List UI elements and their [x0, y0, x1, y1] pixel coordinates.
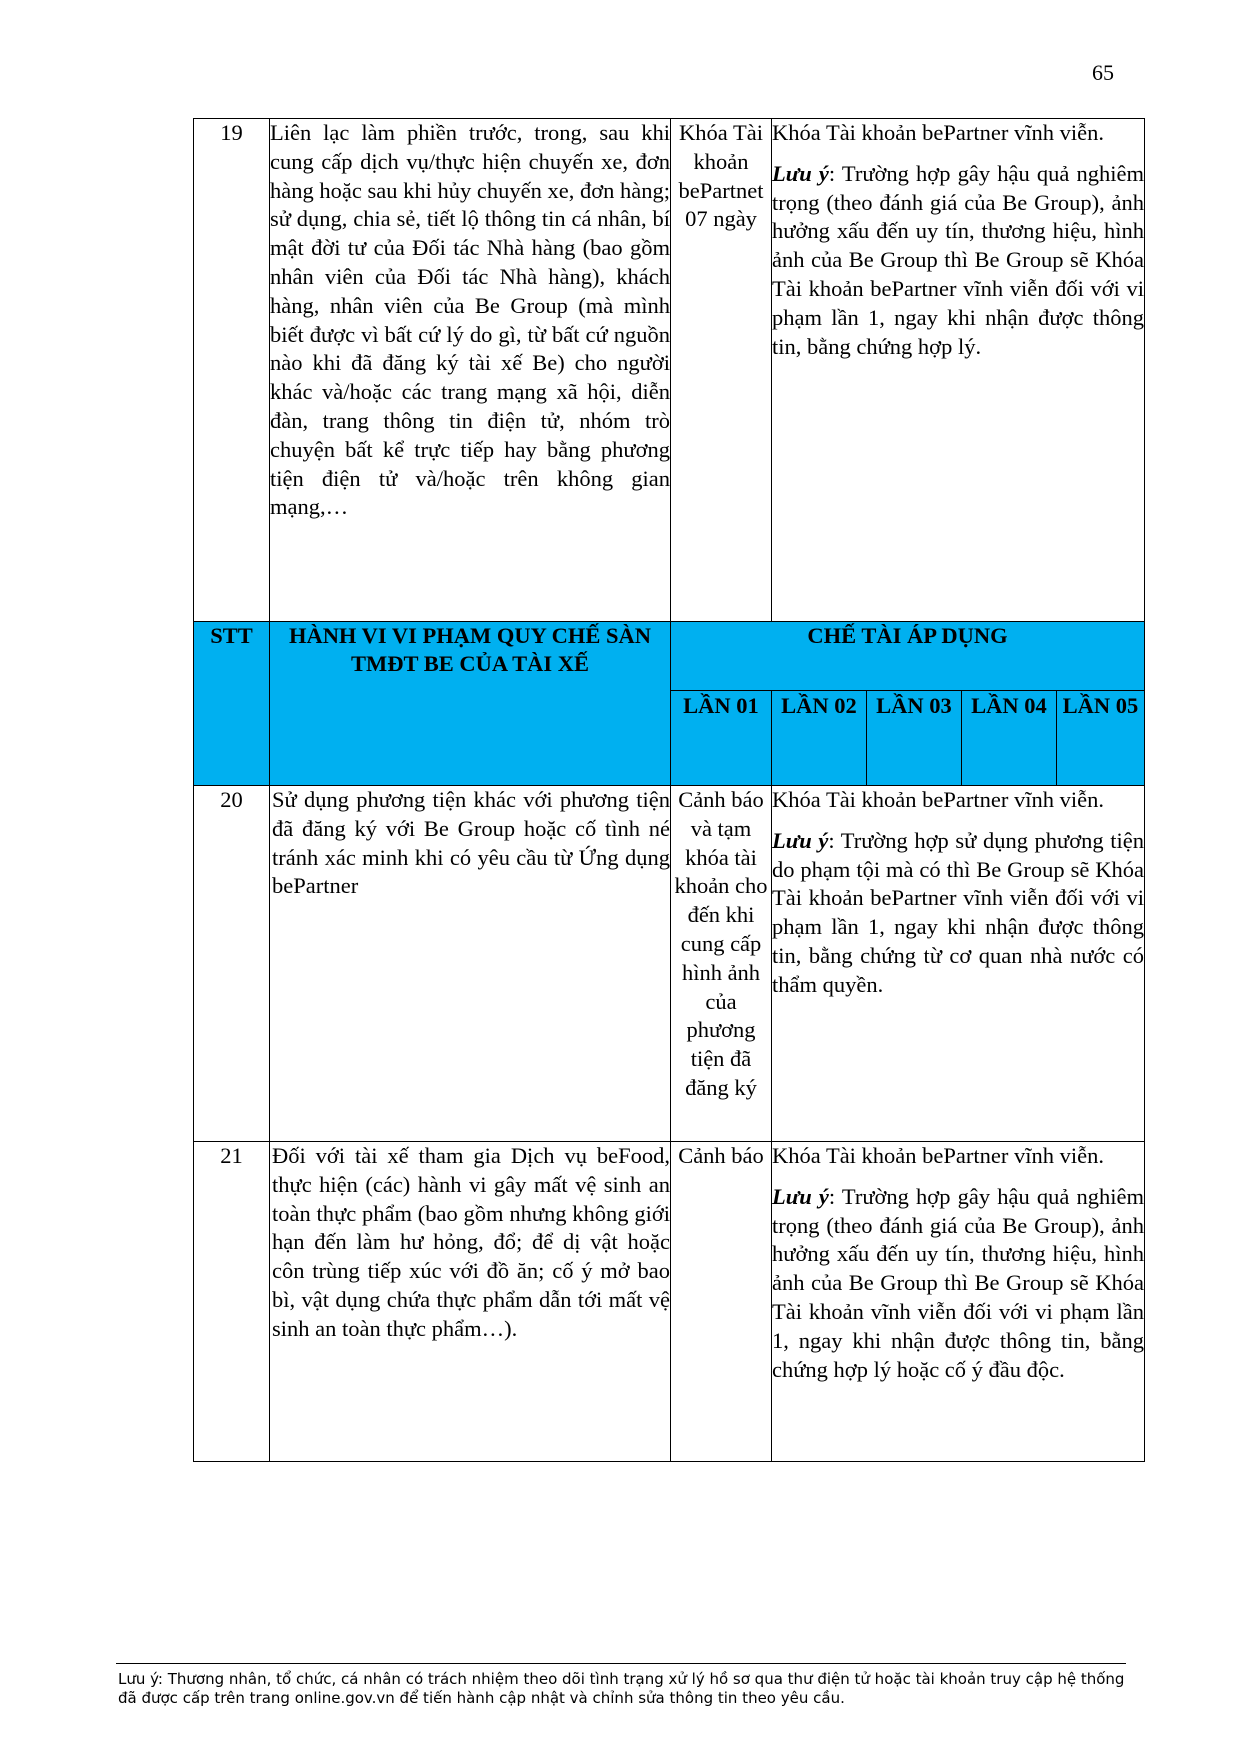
header-stt: STT [194, 622, 270, 786]
first-sanction: Cảnh báo [671, 1142, 772, 1462]
violations-table [193, 118, 1145, 1462]
repeat-sanction-text: Khóa Tài khoản bePartner vĩnh viễn. [772, 120, 1104, 145]
first-sanction: Cảnh báo và tạm khóa tài khoản cho đến khi cung cấp hình ảnh của phương tiện đã đăng ký [671, 786, 772, 1142]
violation-description: Liên lạc làm phiền trước, trong, sau khi cung cấp dịch vụ/thực hiện chuyến xe, đơn hàng hoặc sau khi hủy chuyến xe, đơn hàng; sử dụng, chia sẻ, tiết lộ thông tin cá nhân, bí mật đời tư của Đối tác Nhà hàng (bao gồm nhân viên của Đối tác Nhà hàng), khách hàng, nhân viên của Be Group (mà mình biết được vì bất cứ lý do gì, từ bất cứ nguồn nào khi đã đăng ký tài xế Be) cho người khác và/hoặc các trang mạng xã hội, diễn đàn, trang thông tin điện tử, nhóm trò chuyện bất kể trực tiếp hay bằng phương tiện điện tử và/hoặc trên không gian mạng,… [270, 119, 671, 622]
sanction-note [772, 1183, 1144, 1385]
row-number: 20 [194, 786, 270, 1142]
repeat-sanction [772, 1142, 1145, 1462]
note-text: : Trường hợp gây hậu quả nghiêm trọng (theo đánh giá của Be Group), ảnh hưởng xấu đến uy tín, thương hiệu, hình ảnh của Be Group thì Be Group sẽ Khóa Tài khoản bePartner vĩnh viễn đối với vi phạm lần 1, ngay khi nhận được thông tin, bằng chứng hợp lý. [772, 160, 1144, 359]
header-sanction: CHẾ TÀI ÁP DỤNG [671, 622, 1145, 691]
table-row [194, 1142, 1145, 1462]
page-number: 65 [1092, 60, 1114, 85]
header-time-1: LẦN 01 [671, 691, 772, 786]
header-time-2: LẦN 02 [772, 691, 867, 786]
table-row [194, 786, 1145, 1142]
repeat-sanction [772, 119, 1145, 622]
note-text: : Trường hợp sử dụng phương tiện do phạm tội mà có thì Be Group sẽ Khóa Tài khoản bePartner vĩnh viễn đối với vi phạm lần 1, ngay khi nhận được thông tin, bằng chứng từ cơ quan nhà nước có thẩm quyền. [772, 827, 1144, 997]
note-label: Lưu ý [772, 160, 829, 186]
sanction-note [772, 827, 1144, 1000]
table-header [194, 622, 1145, 691]
row-number: 19 [194, 119, 270, 622]
repeat-sanction [772, 786, 1145, 1142]
note-text: : Trường hợp gây hậu quả nghiêm trọng (theo đánh giá của Be Group), ảnh hưởng xấu đến uy tín, thương hiệu, hình ảnh của Be Group thì Be Group sẽ Khóa Tài khoản vĩnh viễn đối với vi phạm lần 1, ngay khi nhận được thông tin, bằng chứng hợp lý hoặc cố ý đầu độc. [772, 1183, 1144, 1382]
footer-divider [116, 1663, 1126, 1664]
header-violation: HÀNH VI VI PHẠM QUY CHẾ SÀN TMĐT BE CỦA TÀI XẾ [270, 622, 671, 786]
table-row [194, 119, 1145, 622]
header-time-3: LẦN 03 [867, 691, 962, 786]
violation-description: Sử dụng phương tiện khác với phương tiện đã đăng ký với Be Group hoặc cố tình né tránh xác minh khi có yêu cầu từ Ứng dụng bePartner [270, 786, 671, 1142]
note-label: Lưu ý [772, 827, 829, 853]
header-time-5: LẦN 05 [1057, 691, 1145, 786]
first-sanction: Khóa Tài khoản bePartnet 07 ngày [671, 119, 772, 622]
row-number: 21 [194, 1142, 270, 1462]
violation-description: Đối với tài xế tham gia Dịch vụ beFood, thực hiện (các) hành vi gây mất vệ sinh an toàn thực phẩm (bao gồm nhưng không giới hạn đến làm hư hỏng, đổ; để dị vật hoặc côn trùng tiếp xúc với đồ ăn; cố ý mở bao bì, vật dụng chứa thực phẩm dẫn tới mất vệ sinh an toàn thực phẩm…). [270, 1142, 671, 1462]
repeat-sanction-text: Khóa Tài khoản bePartner vĩnh viễn. [772, 787, 1104, 812]
sanction-note [772, 160, 1144, 362]
header-time-4: LẦN 04 [962, 691, 1057, 786]
note-label: Lưu ý [772, 1183, 829, 1209]
footer-note: Lưu ý: Thương nhân, tổ chức, cá nhân có trách nhiệm theo dõi tình trạng xử lý hồ sơ qua thư điện tử hoặc tài khoản truy cập hệ thống đã được cấp trên trang online.gov.vn để tiến hành cập nhật và chỉnh sửa thông tin theo yêu cầu. [118, 1670, 1125, 1707]
repeat-sanction-text: Khóa Tài khoản bePartner vĩnh viễn. [772, 1143, 1104, 1168]
